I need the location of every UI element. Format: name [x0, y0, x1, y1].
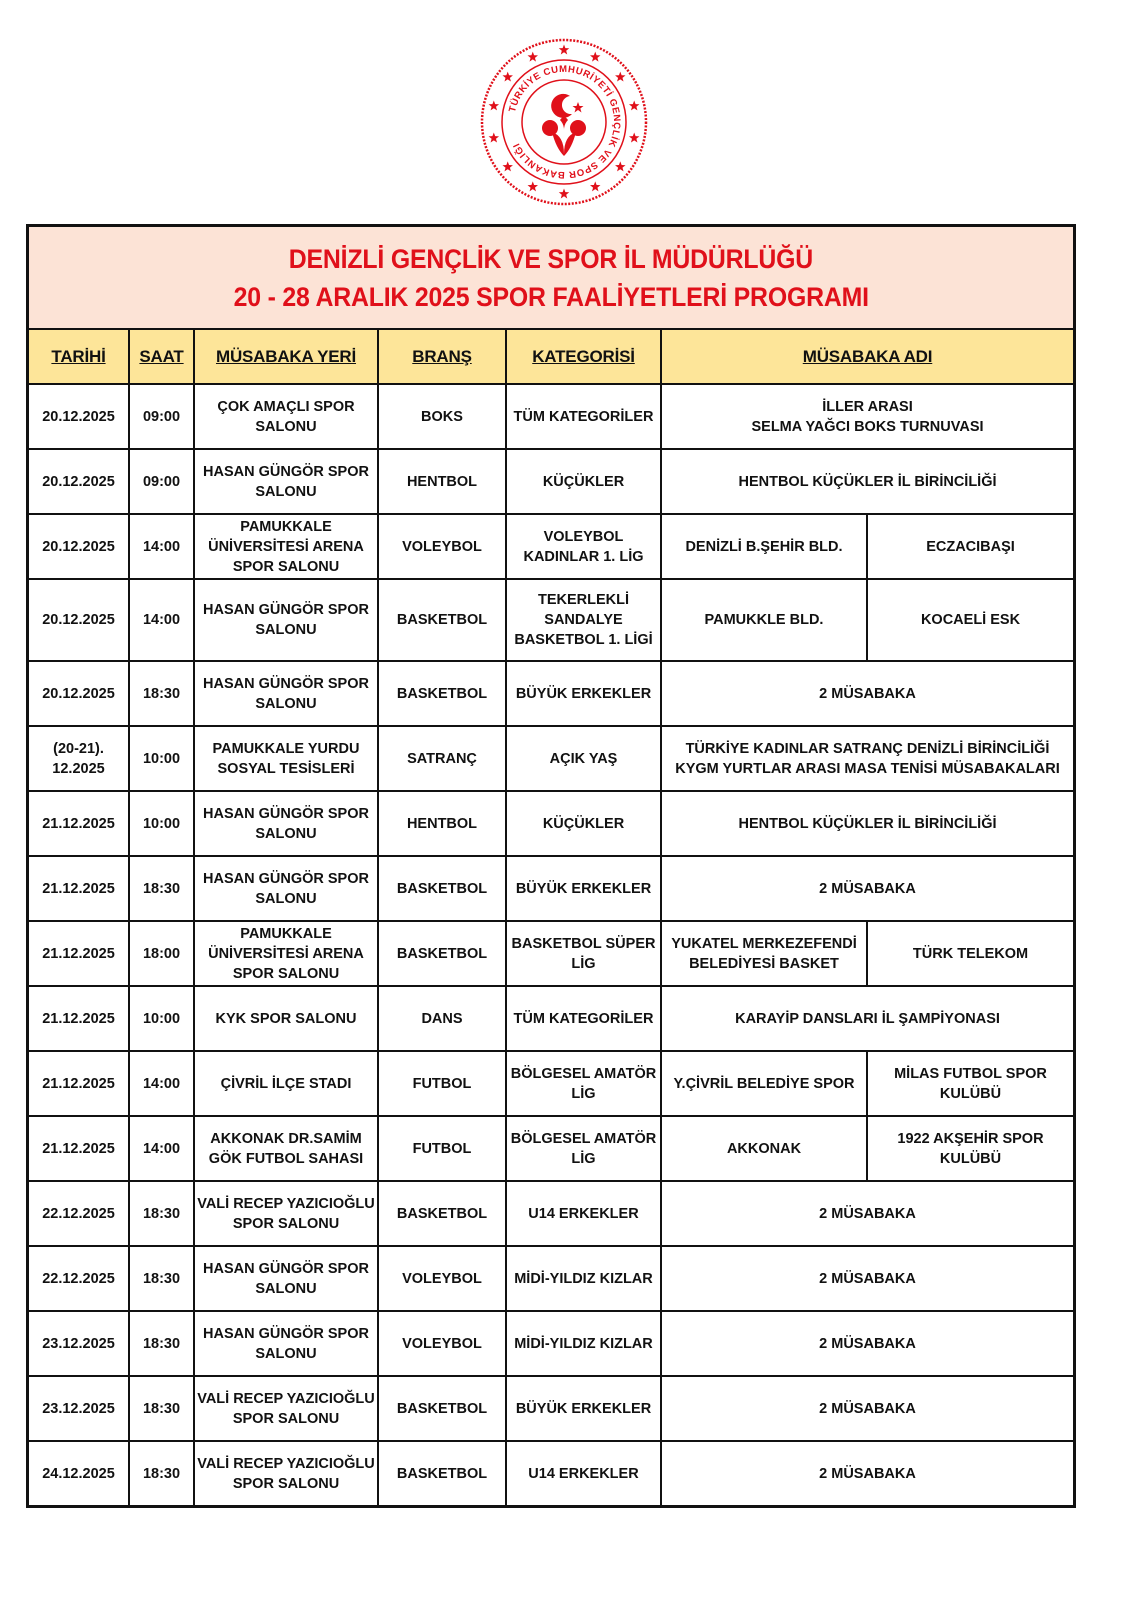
cell-category: BÖLGESEL AMATÖR LİG	[506, 1051, 661, 1116]
table-row	[29, 449, 1073, 514]
cell-time: 14:00	[129, 1051, 194, 1116]
cell-venue: AKKONAK DR.SAMİM GÖK FUTBOL SAHASI	[194, 1116, 378, 1181]
table-row	[29, 726, 1073, 791]
table-row	[29, 514, 1073, 579]
cell-branch: HENTBOL	[378, 449, 506, 514]
cell-branch: DANS	[378, 986, 506, 1051]
cell-date: 22.12.2025	[29, 1181, 129, 1246]
col-header-event: MÜSABAKA ADI	[661, 330, 1073, 384]
cell-venue: VALİ RECEP YAZICIOĞLU SPOR SALONU	[194, 1441, 378, 1505]
cell-away-team: ECZACIBAŞI	[867, 514, 1073, 579]
cell-date: 20.12.2025	[29, 449, 129, 514]
cell-date: 21.12.2025	[29, 986, 129, 1051]
table-row	[29, 986, 1073, 1051]
cell-category: BÜYÜK ERKEKLER	[506, 856, 661, 921]
star-icon	[615, 161, 625, 171]
cell-date: 20.12.2025	[29, 514, 129, 579]
cell-category: KÜÇÜKLER	[506, 791, 661, 856]
cell-branch: FUTBOL	[378, 1116, 506, 1181]
cell-category: AÇIK YAŞ	[506, 726, 661, 791]
cell-time: 18:00	[129, 921, 194, 986]
table-row	[29, 1376, 1073, 1441]
cell-time: 09:00	[129, 449, 194, 514]
cell-time: 18:30	[129, 661, 194, 726]
cell-away-team: TÜRK TELEKOM	[867, 921, 1073, 986]
star-icon	[629, 133, 639, 143]
cell-venue: HASAN GÜNGÖR SPOR SALONU	[194, 791, 378, 856]
cell-event: 2 MÜSABAKA	[661, 1311, 1073, 1376]
cell-home-team: DENİZLİ B.ŞEHİR BLD.	[661, 514, 867, 579]
cell-category: BÜYÜK ERKEKLER	[506, 1376, 661, 1441]
col-header-date: TARİHİ	[29, 330, 129, 384]
table-row	[29, 1181, 1073, 1246]
cell-event: KARAYİP DANSLARI İL ŞAMPİYONASI	[661, 986, 1073, 1051]
cell-branch: VOLEYBOL	[378, 1246, 506, 1311]
cell-time: 14:00	[129, 579, 194, 661]
cell-category: U14 ERKEKLER	[506, 1441, 661, 1505]
cell-category: MİDİ-YILDIZ KIZLAR	[506, 1246, 661, 1311]
title-band	[29, 227, 1073, 330]
cell-home-team: Y.ÇİVRİL BELEDİYE SPOR	[661, 1051, 867, 1116]
star-icon	[615, 72, 625, 82]
cell-date: 21.12.2025	[29, 921, 129, 986]
cell-branch: BASKETBOL	[378, 579, 506, 661]
cell-time: 18:30	[129, 1441, 194, 1505]
star-icon	[559, 189, 569, 199]
cell-event: 2 MÜSABAKA	[661, 1246, 1073, 1311]
schedule-table	[29, 330, 1073, 1505]
cell-category: TEKERLEKLİ SANDALYE BASKETBOL 1. LİGİ	[506, 579, 661, 661]
cell-away-team: KOCAELİ ESK	[867, 579, 1073, 661]
cell-venue: HASAN GÜNGÖR SPOR SALONU	[194, 856, 378, 921]
cell-category: BASKETBOL SÜPER LİG	[506, 921, 661, 986]
star-icon	[590, 52, 600, 62]
table-row	[29, 1116, 1073, 1181]
table-row	[29, 1246, 1073, 1311]
star-icon	[502, 72, 512, 82]
cell-venue: KYK SPOR SALONU	[194, 986, 378, 1051]
table-row	[29, 856, 1073, 921]
cell-time: 10:00	[129, 791, 194, 856]
star-icon	[629, 100, 639, 110]
cell-date: 20.12.2025	[29, 661, 129, 726]
cell-branch: BOKS	[378, 384, 506, 449]
star-icon	[489, 133, 499, 143]
cell-venue: HASAN GÜNGÖR SPOR SALONU	[194, 1311, 378, 1376]
cell-date: 23.12.2025	[29, 1311, 129, 1376]
cell-branch: FUTBOL	[378, 1051, 506, 1116]
cell-category: BÜYÜK ERKEKLER	[506, 661, 661, 726]
cell-event: TÜRKİYE KADINLAR SATRANÇ DENİZLİ BİRİNCİLİĞİ KYGM YURTLAR ARASI MASA TENİSİ MÜSABAKALARI	[661, 726, 1073, 791]
cell-date: 22.12.2025	[29, 1246, 129, 1311]
star-icon	[559, 45, 569, 55]
cell-branch: BASKETBOL	[378, 856, 506, 921]
table-row	[29, 1441, 1073, 1505]
cell-category: BÖLGESEL AMATÖR LİG	[506, 1116, 661, 1181]
cell-event: 2 MÜSABAKA	[661, 1181, 1073, 1246]
star-icon	[590, 181, 600, 191]
table-row	[29, 579, 1073, 661]
cell-date: 24.12.2025	[29, 1441, 129, 1505]
cell-time: 14:00	[129, 1116, 194, 1181]
table-row	[29, 384, 1073, 449]
cell-branch: BASKETBOL	[378, 1441, 506, 1505]
cell-event: HENTBOL KÜÇÜKLER İL BİRİNCİLİĞİ	[661, 791, 1073, 856]
logo-ring-text: TÜRKİYE CUMHURİYETİ GENÇLİK VE SPOR BAKANLIĞI	[507, 63, 623, 181]
cell-category: TÜM KATEGORİLER	[506, 986, 661, 1051]
col-header-time: SAAT	[129, 330, 194, 384]
cell-home-team: PAMUKKLE BLD.	[661, 579, 867, 661]
cell-date: 21.12.2025	[29, 856, 129, 921]
cell-branch: BASKETBOL	[378, 661, 506, 726]
cell-branch: BASKETBOL	[378, 1181, 506, 1246]
cell-branch: SATRANÇ	[378, 726, 506, 791]
table-row	[29, 791, 1073, 856]
cell-time: 18:30	[129, 856, 194, 921]
cell-time: 09:00	[129, 384, 194, 449]
cell-venue: VALİ RECEP YAZICIOĞLU SPOR SALONU	[194, 1181, 378, 1246]
cell-event: 2 MÜSABAKA	[661, 1441, 1073, 1505]
cell-branch: HENTBOL	[378, 791, 506, 856]
star-icon	[528, 52, 538, 62]
cell-event: 2 MÜSABAKA	[661, 856, 1073, 921]
cell-date: 21.12.2025	[29, 1116, 129, 1181]
cell-venue: HASAN GÜNGÖR SPOR SALONU	[194, 1246, 378, 1311]
cell-home-team: YUKATEL MERKEZEFENDİ BELEDİYESİ BASKET	[661, 921, 867, 986]
cell-time: 18:30	[129, 1311, 194, 1376]
cell-category: VOLEYBOL KADINLAR 1. LİG	[506, 514, 661, 579]
emblem-icon	[542, 94, 586, 156]
cell-venue: HASAN GÜNGÖR SPOR SALONU	[194, 449, 378, 514]
star-icon	[489, 100, 499, 110]
star-icon	[502, 161, 512, 171]
star-icon	[528, 181, 538, 191]
col-header-category: KATEGORİSİ	[506, 330, 661, 384]
cell-time: 18:30	[129, 1246, 194, 1311]
cell-category: U14 ERKEKLER	[506, 1181, 661, 1246]
cell-category: MİDİ-YILDIZ KIZLAR	[506, 1311, 661, 1376]
cell-venue: PAMUKKALE YURDU SOSYAL TESİSLERİ	[194, 726, 378, 791]
cell-venue: PAMUKKALE ÜNİVERSİTESİ ARENA SPOR SALONU	[194, 514, 378, 579]
cell-away-team: MİLAS FUTBOL SPOR KULÜBÜ	[867, 1051, 1073, 1116]
title-line-1: DENİZLİ GENÇLİK VE SPOR İL MÜDÜRLÜĞÜ	[288, 243, 814, 274]
cell-venue: ÇOK AMAÇLI SPOR SALONU	[194, 384, 378, 449]
table-row	[29, 1051, 1073, 1116]
cell-time: 18:30	[129, 1181, 194, 1246]
col-header-venue: MÜSABAKA YERİ	[194, 330, 378, 384]
cell-time: 10:00	[129, 726, 194, 791]
table-row	[29, 1311, 1073, 1376]
cell-date: 20.12.2025	[29, 384, 129, 449]
cell-category: KÜÇÜKLER	[506, 449, 661, 514]
cell-event: HENTBOL KÜÇÜKLER İL BİRİNCİLİĞİ	[661, 449, 1073, 514]
cell-venue: VALİ RECEP YAZICIOĞLU SPOR SALONU	[194, 1376, 378, 1441]
header-row	[29, 330, 1073, 384]
cell-date: 21.12.2025	[29, 791, 129, 856]
cell-date: 20.12.2025	[29, 579, 129, 661]
cell-venue: PAMUKKALE ÜNİVERSİTESİ ARENA SPOR SALONU	[194, 921, 378, 986]
cell-branch: BASKETBOL	[378, 1376, 506, 1441]
cell-venue: HASAN GÜNGÖR SPOR SALONU	[194, 579, 378, 661]
cell-time: 10:00	[129, 986, 194, 1051]
table-row	[29, 921, 1073, 986]
ministry-logo	[478, 36, 650, 208]
cell-date: 21.12.2025	[29, 1051, 129, 1116]
cell-event: 2 MÜSABAKA	[661, 1376, 1073, 1441]
cell-branch: VOLEYBOL	[378, 514, 506, 579]
schedule-body	[29, 384, 1073, 1505]
cell-venue: ÇİVRİL İLÇE STADI	[194, 1051, 378, 1116]
cell-home-team: AKKONAK	[661, 1116, 867, 1181]
cell-venue: HASAN GÜNGÖR SPOR SALONU	[194, 661, 378, 726]
cell-category: TÜM KATEGORİLER	[506, 384, 661, 449]
table-row	[29, 661, 1073, 726]
cell-event: İLLER ARASI SELMA YAĞCI BOKS TURNUVASI	[661, 384, 1073, 449]
cell-time: 18:30	[129, 1376, 194, 1441]
title-line-2: 20 - 28 ARALIK 2025 SPOR FAALİYETLERİ PROGRAMI	[233, 281, 869, 312]
cell-time: 14:00	[129, 514, 194, 579]
col-header-branch: BRANŞ	[378, 330, 506, 384]
cell-away-team: 1922 AKŞEHİR SPOR KULÜBÜ	[867, 1116, 1073, 1181]
cell-date: (20-21). 12.2025	[29, 726, 129, 791]
cell-event: 2 MÜSABAKA	[661, 661, 1073, 726]
schedule-sheet	[26, 224, 1076, 1508]
cell-branch: VOLEYBOL	[378, 1311, 506, 1376]
cell-branch: BASKETBOL	[378, 921, 506, 986]
cell-date: 23.12.2025	[29, 1376, 129, 1441]
